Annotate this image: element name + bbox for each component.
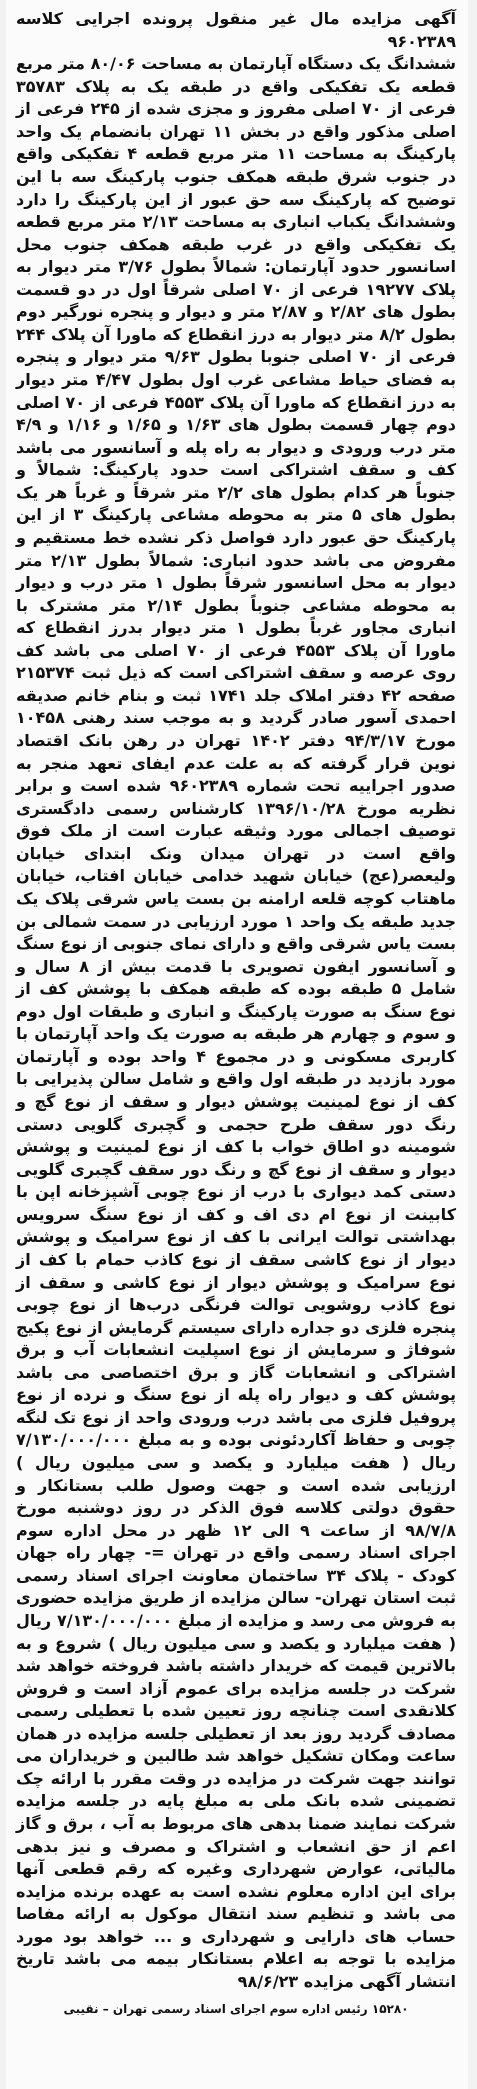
- notice-body: ششدانگ یک دستگاه آپارتمان به مساحت ۸۰/۰۶ متر مربع قطعه یک تفکیکی واقع در طبقه یک به پلاک ۳۵۷۸۳ فرعی از ۷۰ اصلی مفروز و مجزی شده از ۲۴۵ فرعی از اصلی مذکور واقع در بخش ۱۱ تهران بانضمام یک واحد پارکینگ به مساحت ۱۱ متر مربع قطعه ۴ تفکیکی واقع در جنوب شرق طبقه همکف جنوب پارکینگ سه با این توضیح که پارکینگ سه حق عبور از این پارکینگ را دارد وششدانگ یکباب انباری به مساحت ۲/۱۳ متر مربع قطعه یک تفکیکی واقع در غرب طبقه همکف جنوب محل اسانسور حدود آپارتمان: شمالاً بطول ۳/۷۶ متر دیوار به پلاک ۱۹۲۷۷ فرعی از ۷۰ اصلی شرقاً اول در دو قسمت بطول های ۲/۸۲ و ۲/۸۷ متر و دیوار و پنجره نورگیر دوم بطول ۸/۲ متر دیوار به درز انقطاع که ماورا آن پلاک ۲۴۴ فرعی از ۷۰ اصلی جنوبا بطول ۹/۶۳ متر دیوار و پنجره به فضای حیاط مشاعی غرب اول بطول ۴/۴۷ متر دیوار به درز انقطاع که ماورا آن پلاک ۴۵۵۳ فرعی از ۷۰ اصلی دوم چهار قسمت بطول های ۱/۶۳ و ۱/۶۵ و ۱/۱۶ و ۴/۹ متر درب ورودی و دیوار به راه پله و آسانسور می باشد کف و سقف اشتراکی است حدود پارکینگ: شمالاً و جنوباً هر کدام بطول های ۲/۲ متر شرقاً و غرباً هر یک بطول های ۵ متر به محوطه مشاعی پارکینگ ۳ از این پارکینگ حق عبور دارد فواصل ذکر نشده خط مستقیم و مفروض می باشد حدود انباری: شمالاً بطول ۲/۱۳ متر دیوار به محل اسانسور شرقاً بطول ۱ متر درب و دیوار به محوطه مشاعی جنوباً بطول ۲/۱۴ متر مشترک با انباری مجاور غرباً بطول ۱ متر دیوار بدرز انقطاع که ماورا آن پلاک ۴۵۵۳ فرعی از ۷۰ اصلی می باشد کف روی عرصه و سقف اشتراکی است که ذیل ثبت ۲۱۵۳۷۴ صفحه ۴۲ دفتر املاک جلد ۱۷۴۱ ثبت و بنام خانم صدیقه احمدی آسور صادر گردید و به موجب سند رهنی ۱۰۴۵۸ مورخ ۹۴/۳/۱۷ دفتر ۱۴۰۲ تهران در رهن بانک اقتصاد نوین قرار گرفته که به علت عدم ایفای تعهد منجر به صدور اجراییه تحت شماره ۹۶۰۲۳۸۹ شده است و برابر نظریه مورخ ۱۳۹۶/۱۰/۲۸ کارشناس رسمی دادگستری توصیف اجمالی مورد وثیقه عبارت است از ملک فوق واقع است در تهران میدان ونک ابتدای خیابان ولیعصر(عج) خیابان شهید خدامی خیابان افتاب، خیابان ماهتاب کوچه قلعه ارامنه بن بست یاس شرقی پلاک یک جدید طبقه یک واحد ۱ مورد ارزیابی در سمت شمالی بن بست یاس شرقی واقع و دارای نمای جنوبی از نوع سنگ و آسانسور ایفون تصویری با قدمت بیش از ۸ سال و شامل ۵ طبقه بوده که طبقه همکف با پوشش کف از نوع سنگ به صورت پارکینگ و انباری و طبقات اول دوم و سوم و چهارم هر طبقه به صورت یک واحد آپارتمان با کاربری مسکونی و در مجموع ۴ واحد بوده و آپارتمان مورد بازدید در طبقه اول واقع و شامل سالن پذیرایی با کف از نوع لمینیت پوشش دیوار و سقف از نوع گچ و رنگ دور سقف طرح حجمی و گچبری گلویی دستی شومینه دو اطاق خواب با کف از نوع لمینیت و پوشش دیوار و سقف از نوع گچ و رنگ دور سقف گچبری گلویی دستی کمد دیواری با درب از نوع چوبی آشپزخانه اپن با کابینت از نوع ام دی اف و کف از نوع سنگ سرویس بهداشتی توالت ایرانی با کف از نوع سرامیک و پوشش دیوار از نوع کاشی سقف از نوع کاذب حمام با کف از نوع سرامیک و پوشش دیوار از نوع کاشی و سقف از نوع کاذب روشویی توالت فرنگی درب‌ها از نوع چوبی پنجره فلزی دو جداره دارای سیستم گرمایش از نوع پکیج شوفاژ و سرمایش از نوع اسپلیت انشعابات آب و برق اشتراکی و انشعابات گاز و برق اختصاصی می باشد پوشش کف و دیوار راه پله از نوع سنگ و نرده از نوع پروفیل فلزی می باشد درب ورودی واحد از نوع تک لنگه چوبی و حفاظ آکاردئونی بوده و به مبلغ ۷/۱۳۰/۰۰۰/۰۰۰ ریال ( هفت میلیارد و یکصد و سی میلیون ریال ) ارزیابی شده است و جهت وصول طلب بستانکار و حقوق دولتی کلاسه فوق الذکر در روز دوشنبه مورخ ۹۸/۷/۸ از ساعت ۹ الی ۱۲ ظهر در محل اداره سوم اجرای اسناد رسمی واقع در تهران =- چهار راه جهان کودک - پلاک ۳۴ ساختمان معاونت اجرای اسناد رسمی ثبت استان تهران- سالن مزایده از طریق مزایده حضوری به فروش می رسد و مزایده از مبلغ ۷/۱۳۰/۰۰۰/۰۰۰ ریال ( هفت میلیارد و یکصد و سی میلیون ریال ) شروع و به بالاترین قیمت که خریدار داشته باشد فروخته خواهد شد شرکت در جلسه مزایده برای عموم آزاد است و فروش کلانقدی است چنانچه روز تعیین شده با تعطیلی رسمی مصادف گردید روز بعد از تعطیلی جلسه مزایده در همان ساعت ومکان تشکیل خواهد شد طالبین و خریداران می توانند جهت شرکت در مزایده در وقت مقرر با ارائه چک تضمینی شده بانک ملی به مبلغ پایه در جلسه مزایده شرکت نمایند ضمنا بدهی های مربوط به آب ، برق و گاز اعم از حق انشعاب و اشتراک و مصرف و نیز بدهی مالیاتی، عوارض شهرداری وغیره که رقم قطعی آنها برای این اداره معلوم نشده است به عهده برنده مزایده می باشد و تنظیم سند انتقال موکول به ارائه مفاصا حساب های دارایی و شهرداری و ... خواهد بود مورد مزایده با توجه به اعلام بستانکار بیمه می باشد تاریخ انتشار آگهی مزایده ۹۸/۶/۲۳: [16, 54, 457, 1991]
- auction-notice: [6, 0, 468, 2089]
- notice-title: آگهی مزایده مال غیر منقول پرونده اجرایی کلاسه ۹۶۰۲۳۸۹: [16, 9, 456, 51]
- notice-signature: ۱۵۲۸۰ رئیس اداره سوم اجرای اسناد رسمی تهران – نقیبی: [63, 2001, 409, 2016]
